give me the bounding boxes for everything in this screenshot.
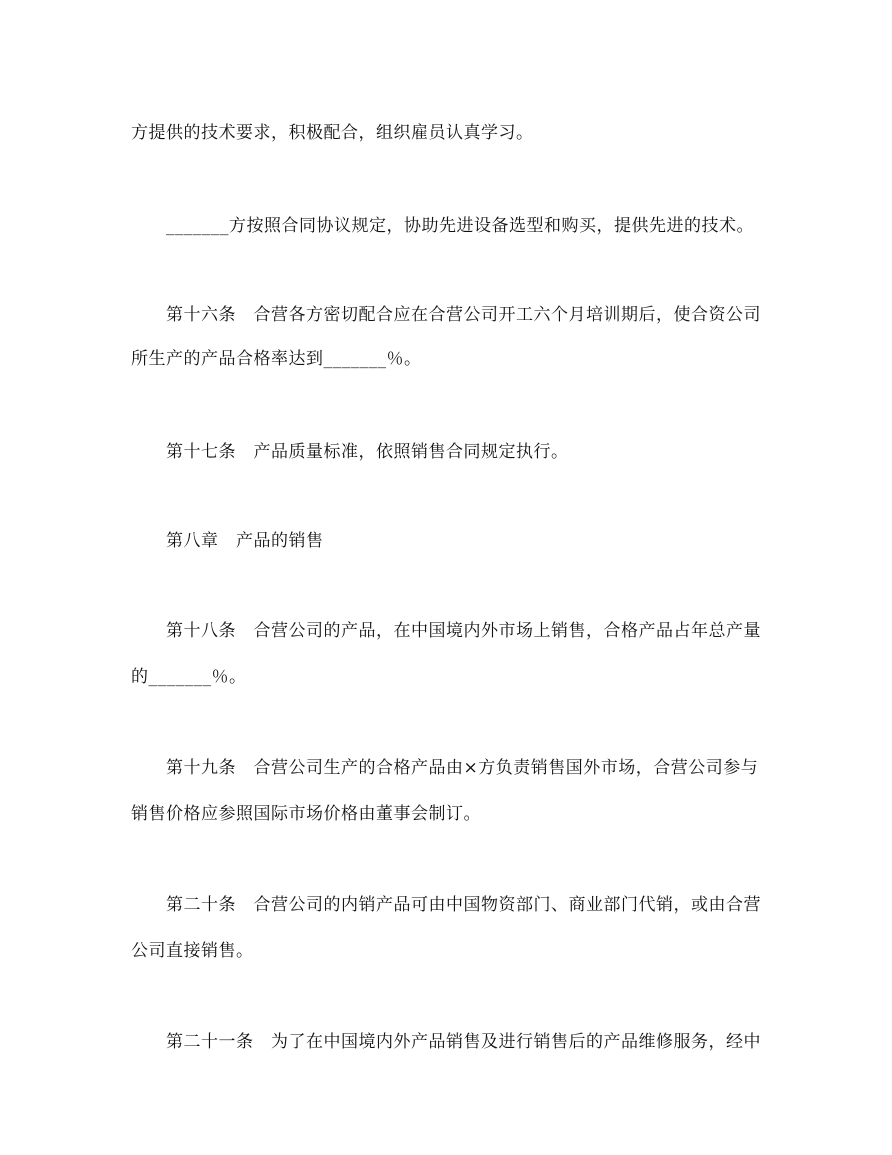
article-19-line: 第十九条 合营公司生产的合格产品由×方负责销售国外市场，合营公司参与	[166, 758, 759, 778]
article-16-line: 第十六条 合营各方密切配合应在合营公司开工六个月培训期后，使合资公司	[166, 305, 761, 325]
text-line: 所生产的产品合格率达到_______％。	[131, 349, 422, 369]
chapter-heading: 第八章 产品的销售	[166, 531, 324, 551]
text-line: 销售价格应参照国际市场价格由董事会制订。	[131, 804, 481, 824]
text-line: _______方按照合同协议规定，协助先进设备选型和购买，提供先进的技术。	[166, 216, 754, 236]
text-line: 的_______％。	[131, 667, 247, 687]
article-20-line: 第二十条 合营公司的内销产品可由中国物资部门、商业部门代销，或由合营	[166, 895, 761, 915]
article-21-line: 第二十一条 为了在中国境内外产品销售及进行销售后的产品维修服务，经中	[166, 1032, 761, 1052]
article-17-line: 第十七条 产品质量标准，依照销售合同规定执行。	[166, 442, 569, 462]
article-18-line: 第十八条 合营公司的产品，在中国境内外市场上销售，合格产品占年总产量	[166, 621, 761, 641]
text-line: 公司直接销售。	[131, 941, 254, 961]
text-line: 方提供的技术要求，积极配合，组织雇员认真学习。	[131, 123, 534, 143]
